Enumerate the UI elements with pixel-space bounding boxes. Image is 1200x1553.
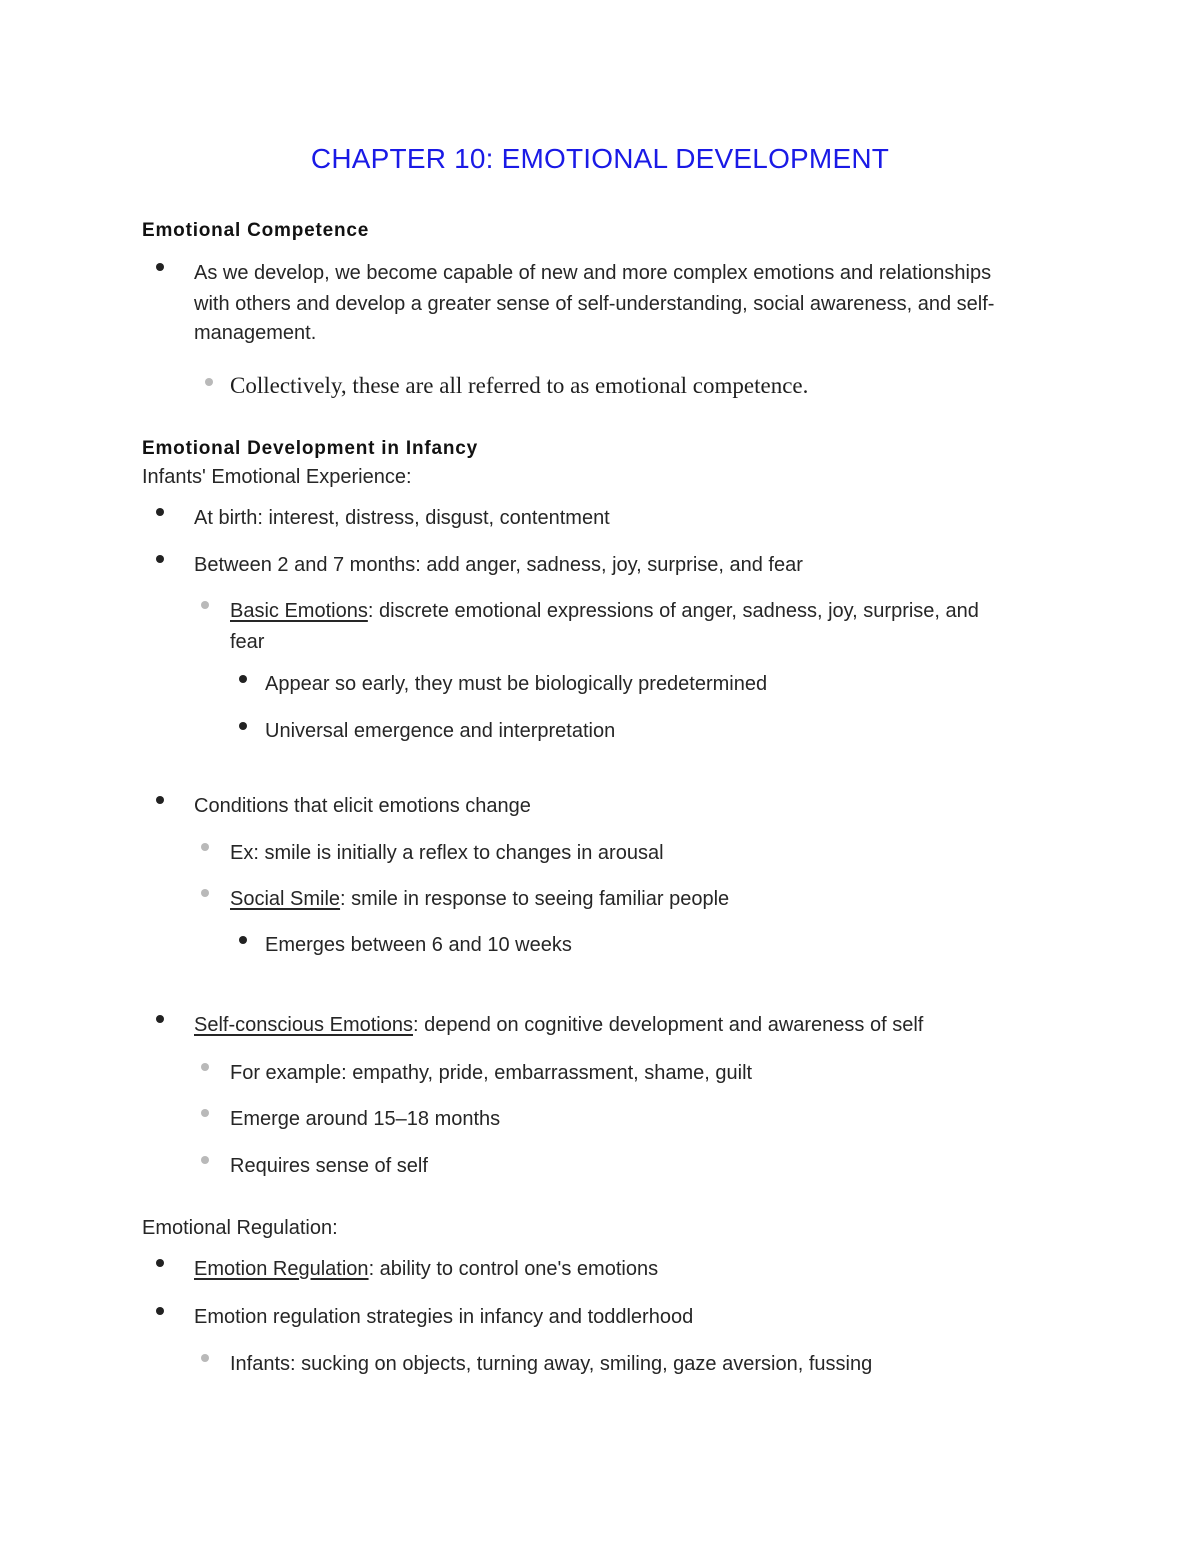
- bullet-icon: [239, 675, 247, 683]
- list-item: Conditions that elicit emotions change: [194, 795, 531, 817]
- list-item: Emerges between 6 and 10 weeks: [265, 934, 572, 956]
- bullet-icon: [201, 843, 209, 851]
- bullet-icon: [205, 378, 213, 386]
- bullet-icon: [156, 555, 164, 563]
- bullet-icon: [201, 889, 209, 897]
- list-item-self-conscious: [194, 1014, 923, 1037]
- bullet-icon: [156, 1307, 164, 1315]
- bullet-icon: [201, 1109, 209, 1117]
- bullet-icon: [156, 263, 164, 271]
- bullet-icon: [156, 796, 164, 804]
- definition-text: : smile in response to seeing familiar people: [340, 888, 730, 910]
- bullet-icon: [201, 1063, 209, 1071]
- bullet-icon: [201, 1156, 209, 1164]
- bullet-icon: [156, 1015, 164, 1023]
- page-title: CHAPTER 10: EMOTIONAL DEVELOPMENT: [310, 143, 890, 174]
- definition-text: : depend on cognitive development and awareness of self: [412, 1014, 924, 1036]
- list-item: At birth: interest, distress, disgust, contentment: [194, 507, 610, 529]
- bullet-icon: [239, 722, 247, 730]
- definition-text: : ability to control one's emotions: [368, 1258, 659, 1280]
- subheading-infants-experience: Infants' Emotional Experience:: [142, 466, 412, 488]
- term-emotion-regulation: Emotion Regulation: [194, 1258, 369, 1280]
- list-item-social-smile: [230, 888, 729, 911]
- bullet-icon: [239, 936, 247, 944]
- list-item: Emotion regulation strategies in infancy and toddlerhood: [194, 1306, 694, 1328]
- list-item-line: management.: [194, 322, 317, 344]
- list-item: Emerge around 15–18 months: [230, 1108, 501, 1130]
- list-item: Collectively, these are all referred to as emotional competence.: [230, 373, 809, 398]
- list-item: Appear so early, they must be biologically predetermined: [265, 673, 768, 695]
- term-self-conscious-emotions: Self-conscious Emotions: [194, 1014, 413, 1036]
- list-item-line: As we develop, we become capable of new and more complex emotions and relationships: [194, 262, 992, 284]
- bullet-icon: [156, 508, 164, 516]
- list-item-line: fear: [230, 631, 265, 653]
- list-item: Requires sense of self: [230, 1155, 428, 1177]
- list-item-emotion-regulation: [194, 1258, 658, 1281]
- subheading-emotional-regulation: Emotional Regulation:: [142, 1217, 338, 1239]
- list-item: Universal emergence and interpretation: [265, 720, 616, 742]
- list-item: Ex: smile is initially a reflex to changes in arousal: [230, 842, 664, 864]
- list-item: For example: empathy, pride, embarrassment, shame, guilt: [230, 1062, 753, 1084]
- term-social-smile: Social Smile: [230, 888, 341, 910]
- list-item: Infants: sucking on objects, turning away, smiling, gaze aversion, fussing: [230, 1353, 873, 1375]
- term-basic-emotions: Basic Emotions: [230, 600, 368, 622]
- list-item-basic-emotions: [230, 600, 979, 623]
- bullet-icon: [201, 1354, 209, 1362]
- definition-text: : discrete emotional expressions of anger, sadness, joy, surprise, and: [367, 600, 979, 622]
- bullet-icon: [201, 601, 209, 609]
- list-item-line: with others and develop a greater sense of self-understanding, social awareness, and self-: [194, 293, 995, 315]
- bullet-icon: [156, 1259, 164, 1267]
- section-heading-emotional-competence: Emotional Competence: [142, 220, 370, 241]
- section-heading-infancy: Emotional Development in Infancy: [142, 438, 478, 459]
- list-item: Between 2 and 7 months: add anger, sadness, joy, surprise, and fear: [194, 554, 803, 576]
